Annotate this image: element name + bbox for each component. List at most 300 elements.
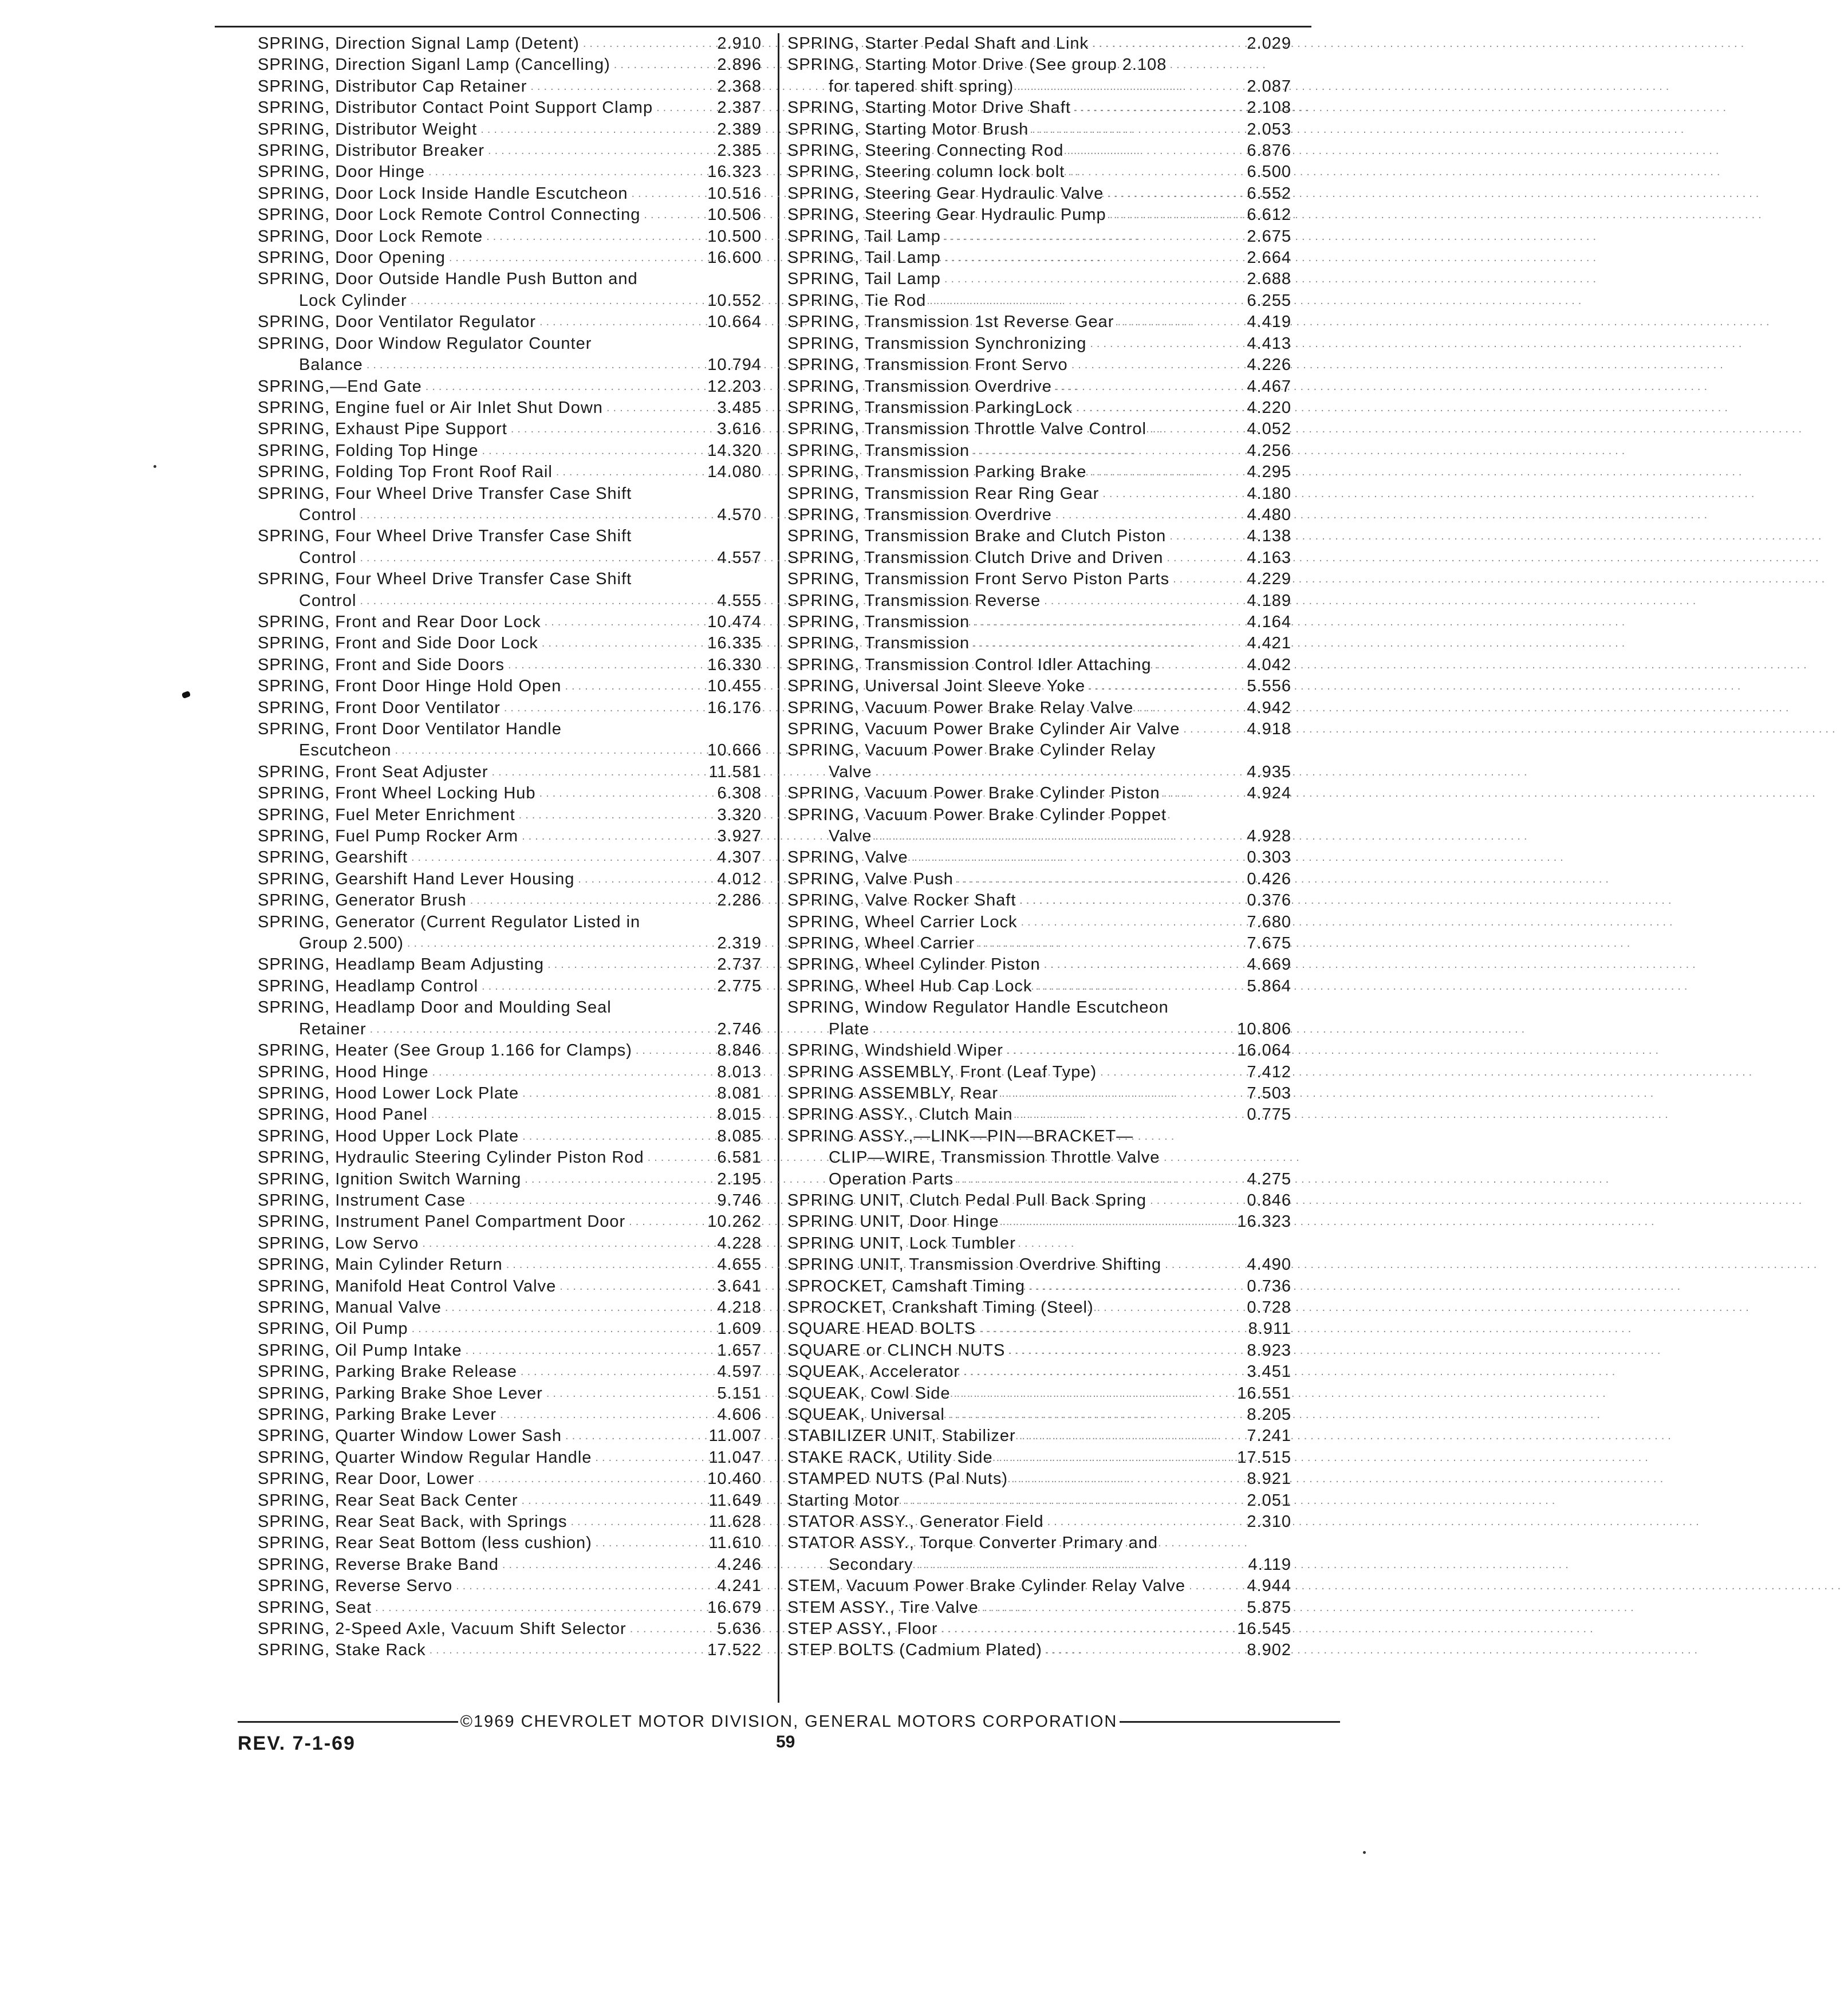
leader-dots: [483, 226, 702, 247]
index-entry: [787, 1276, 1291, 1297]
leader-dots: [1041, 590, 1232, 612]
index-entry-group-number: 10.455: [707, 677, 762, 696]
index-entry-group-number: 10.506: [707, 206, 762, 225]
index-entry-continuation: Group 2.500): [299, 934, 404, 953]
index-entry: [787, 847, 1291, 868]
leader-dots: [1025, 1276, 1232, 1297]
index-entry-desc: SPRING, Distributor Contact Point Support Clamp: [258, 99, 653, 117]
index-entry-group-number: 0.303: [1247, 848, 1291, 867]
index-entry: [258, 655, 762, 676]
index-entry: [258, 1233, 762, 1254]
leader-dots: [900, 1490, 1232, 1511]
index-entry-desc: SPRING, Gearshift Hand Lever Housing: [258, 869, 575, 888]
index-entry-desc: SPRING, Instrument Case: [258, 1191, 466, 1210]
index-entry-desc: SPRING, Headlamp Beam Adjusting: [258, 955, 545, 974]
leader-dots: [503, 1254, 702, 1275]
index-entry-desc: SPRING, Rear Door, Lower: [258, 1470, 475, 1489]
index-entry-desc: SPRING, Transmission: [787, 634, 970, 653]
index-entry-desc: SPRING,—End Gate: [258, 377, 422, 396]
index-entry-group-number: 3.616: [717, 420, 762, 439]
leader-dots: [644, 1147, 702, 1168]
index-entry-desc: SPRING, Starting Motor Drive Shaft: [787, 99, 1071, 117]
index-entry: [787, 1233, 1291, 1254]
index-entry-desc: SPRING, Four Wheel Drive Transfer Case Shift: [258, 527, 632, 546]
index-entry-group-number: 5.556: [1247, 677, 1291, 696]
index-entry-desc: SPRING, Four Wheel Drive Transfer Case Shift: [258, 570, 632, 589]
leader-dots: [938, 1619, 1232, 1640]
index-entry-desc: SPRING, Front Door Ventilator: [258, 698, 501, 717]
index-entry-desc: SPRING, Door Outside Handle Push Button and: [258, 270, 638, 289]
index-entry: [258, 633, 762, 654]
index-entry-desc: SPRING, Transmission Synchronizing: [787, 334, 1087, 353]
index-entry: [258, 1040, 762, 1061]
index-entry-group-number: 1.657: [717, 1341, 762, 1360]
index-entry: [787, 376, 1291, 397]
leader-dots: [970, 612, 1232, 633]
index-entry-group-number: 10.500: [707, 227, 762, 246]
index-entry-desc: SPRING, Starting Motor Brush: [787, 120, 1029, 139]
index-entry: [258, 1318, 762, 1340]
index-entry-desc: SQUEAK, Accelerator: [787, 1363, 960, 1381]
leader-dots: [1005, 1340, 1232, 1361]
index-entry-desc: SPRING, Door Lock Inside Handle Escutcheon: [258, 184, 628, 203]
index-entry-desc: STEM ASSY., Tire Valve: [787, 1598, 979, 1617]
leader-dots: [561, 676, 702, 697]
index-entry-group-number: 16.176: [707, 698, 762, 717]
index-entry-desc: SPRING, Stake Rack: [258, 1641, 426, 1660]
leader-dots: [505, 655, 702, 676]
index-entry: [258, 76, 762, 97]
index-entry-continuation: Secondary: [829, 1555, 913, 1574]
index-entry: [787, 226, 1291, 247]
index-entry: [787, 1083, 1291, 1104]
index-entry-desc: SPRING, Transmission Rear Ring Gear: [787, 484, 1100, 503]
leader-dots: [1133, 698, 1232, 719]
index-entry: [787, 1404, 1291, 1426]
index-entry-desc: SPRING, Folding Top Hinge: [258, 441, 479, 460]
leader-dots: [1097, 1062, 1232, 1083]
leader-dots: [869, 1019, 1232, 1040]
leader-dots: [484, 140, 702, 162]
leader-dots: [408, 847, 702, 868]
leader-dots: [1071, 97, 1232, 119]
index-entry: [787, 247, 1291, 269]
index-entry-desc: SPRING, Front and Rear Door Lock: [258, 612, 541, 631]
leader-dots: [1104, 183, 1232, 204]
index-entry-desc: SPRING, Tail Lamp: [787, 227, 941, 246]
leader-dots: [999, 1211, 1232, 1233]
leader-dots: [970, 440, 1232, 462]
index-entry-group-number: 16.330: [707, 655, 762, 674]
index-entry-group-number: 3.927: [717, 827, 762, 846]
index-entry: [787, 1383, 1291, 1404]
index-entry-continuation: Escutcheon: [299, 741, 392, 760]
index-entry-desc: SPRING, Windshield Wiper: [787, 1041, 1003, 1060]
index-column-left: [258, 33, 762, 1700]
index-entry-desc: SPRING, Reverse Brake Band: [258, 1555, 499, 1574]
index-entry: [258, 1211, 762, 1233]
index-entry-desc: SPRING, Transmission Front Servo: [787, 356, 1068, 375]
index-entry-desc: SPRING, Four Wheel Drive Transfer Case Shift: [258, 484, 632, 503]
index-entry: [258, 1083, 762, 1104]
index-entry-desc: SPRING, Vacuum Power Brake Cylinder Relay: [787, 741, 1156, 760]
leader-dots: [407, 290, 702, 312]
leader-dots: [408, 1318, 702, 1340]
index-entry-group-number: 0.736: [1247, 1277, 1291, 1296]
footer-copyright-line: [238, 1712, 1340, 1731]
leader-dots: [1065, 162, 1232, 183]
index-entry-continuation: Operation Parts: [829, 1170, 954, 1188]
leader-dots: [544, 954, 702, 975]
index-entry-group-number: 4.942: [1247, 698, 1291, 717]
leader-dots: [1014, 76, 1232, 97]
index-entry: [258, 419, 762, 440]
leader-dots: [976, 1318, 1232, 1340]
index-entry: [787, 1340, 1291, 1361]
leader-dots: [521, 1169, 702, 1190]
leader-dots: [404, 933, 702, 954]
index-entry-group-number: 6.308: [717, 784, 762, 803]
index-entry-group-number: 2.051: [1247, 1491, 1291, 1510]
index-entry: [787, 397, 1291, 419]
index-entry-desc: SPRING, Transmission Clutch Drive and Driven: [787, 548, 1164, 567]
leader-dots: [1146, 419, 1232, 440]
index-entry-desc: SQUARE HEAD BOLTS: [787, 1320, 976, 1338]
index-entry: [258, 1126, 762, 1147]
index-entry-desc: SPRING, Wheel Carrier: [787, 934, 975, 953]
index-entry: [258, 1276, 762, 1297]
index-entry: [258, 676, 762, 697]
leader-dots: [1094, 1297, 1232, 1318]
index-entry-group-number: 0.728: [1247, 1298, 1291, 1317]
leader-dots: [1063, 140, 1232, 162]
index-entry: [258, 1640, 762, 1661]
index-entry-group-number: 4.421: [1247, 634, 1291, 653]
index-entry-desc: STAMPED NUTS (Pal Nuts): [787, 1470, 1008, 1489]
leader-dots: [1052, 505, 1232, 526]
index-entry-group-number: 2.910: [717, 34, 762, 53]
index-entry: [787, 954, 1291, 975]
index-entry-desc: SPRING, Front Door Hinge Hold Open: [258, 677, 562, 696]
index-entry-group-number: 2.087: [1247, 77, 1291, 96]
index-entry: [787, 312, 1291, 333]
index-entry-group-number: 7.675: [1247, 934, 1291, 953]
index-entry-group-number: 4.228: [717, 1234, 762, 1253]
index-entry: [787, 526, 1291, 547]
index-entry-group-number: 11.628: [708, 1513, 762, 1531]
index-entry-desc: SPRING, Transmission: [787, 612, 970, 631]
index-entry: [258, 505, 762, 526]
index-entry-group-number: 6.500: [1247, 163, 1291, 182]
index-entry-group-number: 2.896: [717, 56, 762, 74]
index-entry-group-number: 7.503: [1247, 1084, 1291, 1102]
index-entry-group-number: 4.597: [717, 1363, 762, 1381]
leader-dots: [1052, 376, 1232, 397]
index-entry-desc: SPRING, Steering Connecting Rod: [787, 141, 1064, 160]
leader-dots: [428, 1062, 702, 1083]
index-entry: [258, 1404, 762, 1426]
leader-dots: [941, 226, 1232, 247]
index-entry-group-number: 2.385: [717, 141, 762, 160]
index-entry-group-number: 4.012: [717, 869, 762, 888]
index-entry-desc: SPRING, Reverse Servo: [258, 1577, 453, 1596]
index-entry: [787, 1318, 1291, 1340]
index-entry-desc: SPRING, Transmission Front Servo Piston Parts: [787, 570, 1170, 589]
leader-dots: [872, 762, 1232, 783]
index-entry: [258, 548, 762, 569]
leader-dots: [517, 1361, 702, 1383]
index-entry-group-number: 4.119: [1248, 1555, 1291, 1574]
index-entry-group-number: 11.047: [708, 1448, 762, 1467]
index-entry-desc: SPRING, Hood Lower Lock Plate: [258, 1084, 519, 1102]
index-entry-desc: SPRING, Gearshift: [258, 848, 408, 867]
index-entry-desc: SPRING, Seat: [258, 1598, 372, 1617]
index-entry: [787, 269, 1291, 290]
leader-dots: [567, 1511, 702, 1533]
index-entry-desc: SPRING, Parking Brake Shoe Lever: [258, 1384, 543, 1403]
index-entry-continuation: Control: [299, 591, 357, 610]
leader-dots: [1013, 1104, 1232, 1125]
index-entry: [258, 890, 762, 911]
index-entry-group-number: 6.876: [1247, 141, 1291, 160]
index-entry-group-number: 0.426: [1247, 869, 1291, 888]
leader-dots: [603, 397, 702, 419]
index-entry: [258, 1190, 762, 1211]
index-entry-desc: SPRING, Front Door Ventilator Handle: [258, 720, 562, 738]
index-entry: [258, 1490, 762, 1511]
index-entry-group-number: 10.262: [707, 1212, 762, 1231]
index-entry-group-number: 3.641: [717, 1277, 762, 1296]
index-entry-group-number: 2.029: [1247, 34, 1291, 53]
index-entry: [258, 440, 762, 462]
index-entry-group-number: 4.163: [1247, 548, 1291, 567]
index-entry-desc: SPRING, Valve Push: [787, 869, 953, 888]
index-entry-desc: SPRING, Transmission Overdrive: [787, 505, 1052, 524]
leader-dots: [1003, 1040, 1232, 1061]
index-entry: [258, 54, 762, 76]
leader-dots: [1041, 954, 1232, 975]
leader-dots: [1073, 397, 1232, 419]
index-entry-desc: SPRING, Distributor Cap Retainer: [258, 77, 527, 96]
index-entry-group-number: 16.335: [707, 634, 762, 653]
index-entry-group-number: 4.944: [1247, 1577, 1291, 1596]
leader-dots: [960, 1361, 1232, 1383]
leader-dots: [975, 933, 1232, 954]
index-entry-desc: SPRING, Headlamp Door and Moulding Seal: [258, 998, 612, 1017]
index-entry-desc: SPRING, Transmission: [787, 441, 970, 460]
index-entry-desc: SPRING, Rear Seat Back, with Springs: [258, 1513, 568, 1531]
index-entry-desc: SPRING, Steering column lock bolt: [787, 163, 1065, 182]
index-entry-group-number: 5.636: [717, 1620, 762, 1639]
index-entry-group-number: 4.295: [1247, 463, 1291, 482]
index-entry-desc: SPRING, Door Lock Remote Control Connecting: [258, 206, 641, 225]
index-entry: [787, 1040, 1291, 1061]
index-entry-group-number: 2.746: [717, 1019, 762, 1038]
leader-dots: [574, 869, 702, 890]
index-entry: [787, 462, 1291, 483]
index-entry: [258, 1062, 762, 1083]
index-entry-group-number: 17.515: [1237, 1448, 1291, 1467]
index-entry: [787, 1019, 1291, 1040]
index-entry: [258, 1511, 762, 1533]
index-entry-group-number: 6.581: [717, 1148, 762, 1167]
index-entry-group-number: 2.664: [1247, 249, 1291, 267]
leader-dots: [627, 1619, 702, 1640]
index-entry: [787, 1190, 1291, 1211]
index-entry: [258, 462, 762, 483]
index-entry-group-number: 3.320: [717, 805, 762, 824]
index-entry: [787, 333, 1291, 355]
index-entry: [258, 376, 762, 397]
index-entry-desc: SPROCKET, Camshaft Timing: [787, 1277, 1025, 1296]
index-entry-desc: SPRING, Main Cylinder Return: [258, 1255, 503, 1274]
index-entry-group-number: 8.902: [1247, 1641, 1291, 1660]
index-entry-desc: SPRING, Door Lock Remote: [258, 227, 483, 246]
revision-label: REV. 7-1-69: [238, 1732, 356, 1754]
top-rule: [215, 26, 1311, 27]
index-entry-group-number: 8.013: [717, 1062, 762, 1081]
index-entry: [258, 805, 762, 826]
index-entry-desc: SPRING ASSY.,—LINK—PIN—BRACKET—: [787, 1127, 1134, 1145]
index-entry: [787, 1104, 1291, 1125]
index-entry: [787, 719, 1291, 740]
index-entry: [787, 1554, 1291, 1576]
index-entry-desc: SPRING, Hood Hinge: [258, 1062, 429, 1081]
index-entry-group-number: 4.570: [717, 505, 762, 524]
leader-dots: [541, 612, 702, 633]
index-entry-desc: SPRING, Fuel Pump Rocker Arm: [258, 827, 519, 846]
leader-dots: [479, 440, 702, 462]
index-entry-group-number: 4.220: [1247, 398, 1291, 417]
index-entry: [787, 1211, 1291, 1233]
index-entry-desc: SPRING, Hydraulic Steering Cylinder Piston Rod: [258, 1148, 644, 1167]
scan-dot: [153, 465, 156, 468]
leader-dots: [953, 869, 1232, 890]
index-entry: [787, 826, 1291, 847]
index-entry-desc: SPRING, Generator Brush: [258, 891, 467, 910]
index-entry-desc: SPRING, Valve: [787, 848, 908, 867]
leader-dots: [1160, 783, 1232, 804]
leader-dots: [592, 1533, 702, 1554]
index-entry-continuation: Plate: [829, 1019, 870, 1038]
index-entry-desc: SPRING, Engine fuel or Air Inlet Shut Down: [258, 398, 603, 417]
leader-dots: [1106, 204, 1232, 226]
index-entry-group-number: 16.545: [1237, 1620, 1291, 1639]
index-entry-group-number: 4.490: [1247, 1255, 1291, 1274]
index-entry-group-number: 2.195: [717, 1170, 762, 1188]
index-entry-group-number: 10.794: [707, 356, 762, 375]
index-entry-group-number: 2.389: [717, 120, 762, 139]
index-entry: [787, 1511, 1291, 1533]
index-entry-group-number: 6.612: [1247, 206, 1291, 225]
leader-dots: [478, 976, 702, 997]
index-entry-desc: STAKE RACK, Utility Side: [787, 1448, 993, 1467]
index-entry-group-number: 4.180: [1247, 484, 1291, 503]
index-column-right: [787, 33, 1291, 1700]
index-entry: [258, 1447, 762, 1468]
index-entry-desc: SPRING, Vacuum Power Brake Cylinder Air Valve: [787, 720, 1180, 738]
index-entry-desc: SPRING, Wheel Cylinder Piston: [787, 955, 1041, 974]
index-entry-group-number: 8.846: [717, 1041, 762, 1060]
index-entry-group-number: 7.241: [1247, 1427, 1291, 1446]
index-entry-group-number: 2.387: [717, 99, 762, 117]
index-entry: [787, 976, 1291, 997]
index-entry-desc: SPRING, Door Window Regulator Counter: [258, 334, 592, 353]
index-entry-desc: SPRING, Transmission Overdrive: [787, 377, 1052, 396]
index-entry-group-number: 2.688: [1247, 270, 1291, 289]
index-entry-group-number: 5.875: [1247, 1598, 1291, 1617]
leader-dots: [357, 505, 703, 526]
index-entry-desc: SPRING, Steering Gear Hydraulic Valve: [787, 184, 1104, 203]
leader-dots: [501, 698, 702, 719]
index-entry-desc: SPRING, Hood Panel: [258, 1105, 428, 1124]
index-entry: [258, 33, 762, 54]
leader-dots: [1029, 119, 1232, 140]
index-entry-group-number: 2.675: [1247, 227, 1291, 246]
index-entry: [787, 1490, 1291, 1511]
index-entry: [258, 1297, 762, 1318]
index-entry-desc: SPRING ASSEMBLY, Rear: [787, 1084, 999, 1102]
index-entry-desc: SPRING, Tail Lamp: [787, 270, 941, 289]
index-entry: [787, 119, 1291, 140]
index-entry: [258, 847, 762, 868]
leader-dots: [1032, 976, 1232, 997]
leader-dots: [499, 1554, 702, 1576]
index-entry-group-number: 4.413: [1247, 334, 1291, 353]
index-entry-desc: SPRING, Transmission ParkingLock: [787, 398, 1073, 417]
footer-rule-left: [238, 1721, 458, 1723]
leader-dots: [1163, 548, 1232, 569]
index-entry-group-number: 0.846: [1247, 1191, 1291, 1210]
index-entry-continuation: Balance: [299, 356, 363, 375]
leader-dots: [993, 1447, 1232, 1468]
leader-dots: [367, 1019, 702, 1040]
index-entry: [787, 698, 1291, 719]
index-entry: [258, 869, 762, 890]
index-entry: [787, 1361, 1291, 1383]
index-entry: [258, 1104, 762, 1125]
index-entry-group-number: 4.480: [1247, 505, 1291, 524]
index-entry-desc: SPRING, Valve Rocker Shaft: [787, 891, 1016, 910]
index-entry-group-number: 12.203: [707, 377, 762, 396]
leader-dots: [562, 1426, 702, 1447]
index-entry: [787, 183, 1291, 204]
index-entry: [258, 612, 762, 633]
index-entry-group-number: 14.320: [707, 441, 762, 460]
leader-dots: [1068, 355, 1232, 376]
index-entry: [787, 1619, 1291, 1640]
leader-dots: [632, 1040, 702, 1061]
index-entry-desc: SPRING, Front and Side Doors: [258, 655, 505, 674]
index-entry-group-number: 2.368: [717, 77, 762, 96]
index-entry-continuation: Retainer: [299, 1019, 367, 1038]
leader-dots: [592, 1447, 702, 1468]
index-entry-desc: SPRING, Transmission Brake and Clutch Piston: [787, 527, 1167, 546]
index-entry: [258, 1019, 762, 1040]
index-entry-group-number: 4.557: [717, 548, 762, 567]
index-entry-desc: SPRING UNIT, Transmission Overdrive Shifting: [787, 1255, 1162, 1274]
index-entry: [258, 976, 762, 997]
index-entry: [258, 740, 762, 761]
index-entry-desc: SPRING, Door Opening: [258, 249, 446, 267]
index-entry-group-number: 4.924: [1247, 784, 1291, 803]
index-entry-group-number: 10.666: [707, 741, 762, 760]
leader-dots: [363, 355, 702, 376]
index-entry-desc: STEP BOLTS (Cadmium Plated): [787, 1641, 1042, 1660]
index-entry: [787, 762, 1291, 783]
index-entry: [258, 1169, 762, 1190]
index-entry-desc: SPRING, Manual Valve: [258, 1298, 442, 1317]
